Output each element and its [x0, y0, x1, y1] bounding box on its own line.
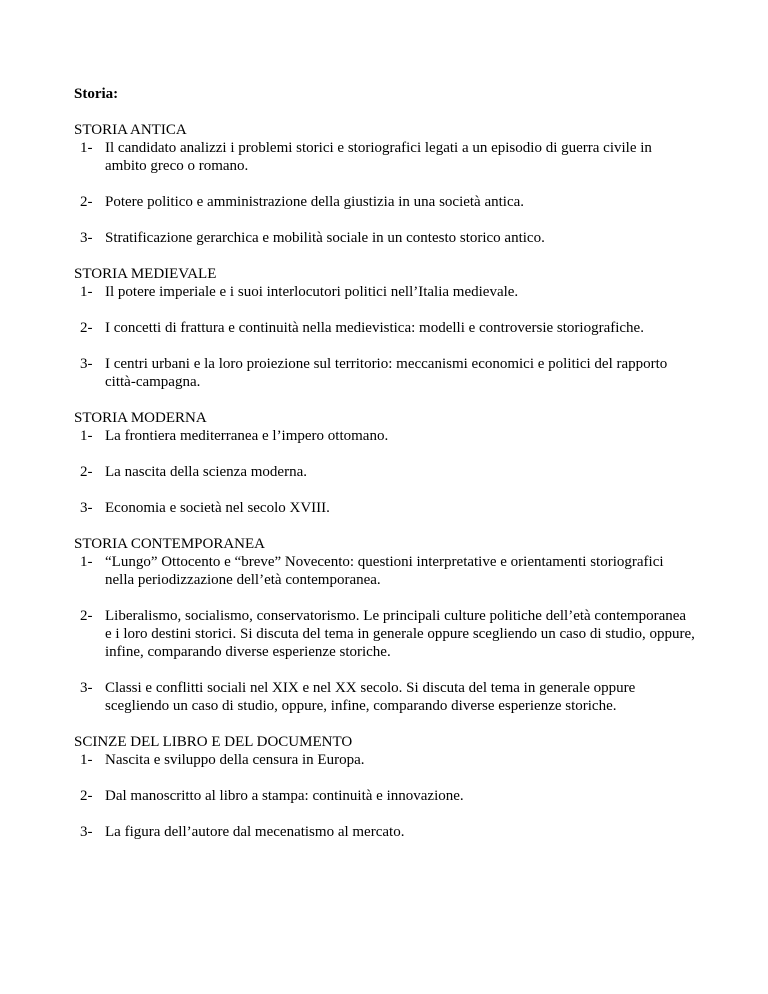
topic-list — [74, 139, 694, 247]
topic-item — [74, 607, 695, 661]
topic-item — [74, 319, 695, 337]
topic-number: 1- — [80, 284, 93, 300]
topic-list — [74, 751, 694, 841]
topic-list — [74, 283, 694, 391]
topic-text: Classi e conflitti sociali nel XIX e nel XX secolo. Si discuta del tema in generale oppure scegliendo un caso di studio, oppure, infine, comparando diverse esperienze storiche. — [105, 680, 636, 714]
topic-item — [74, 787, 695, 805]
topic-list — [74, 427, 694, 517]
topic-text: Il candidato analizzi i problemi storici e storiografici legati a un episodio di guerra civile in ambito greco o romano. — [105, 140, 652, 174]
topic-number: 3- — [80, 680, 93, 696]
topic-item — [74, 553, 695, 589]
topic-item — [74, 679, 695, 715]
topic-text: Il potere imperiale e i suoi interlocutori politici nell’Italia medievale. — [105, 284, 519, 300]
topic-text: I concetti di frattura e continuità nella medievistica: modelli e controversie storiografiche. — [105, 320, 644, 336]
topic-text: La frontiera mediterranea e l’impero ottomano. — [105, 428, 389, 444]
topic-text: Stratificazione gerarchica e mobilità sociale in un contesto storico antico. — [105, 230, 545, 246]
section-heading: SCINZE DEL LIBRO E DEL DOCUMENTO — [74, 734, 353, 750]
topic-number: 3- — [80, 500, 93, 516]
document-title: Storia: — [74, 86, 119, 102]
section-storia-contemporanea — [74, 535, 694, 715]
topic-number: 2- — [80, 608, 93, 624]
topic-item — [74, 193, 695, 211]
topic-number: 2- — [80, 464, 93, 480]
section-storia-moderna — [74, 409, 694, 517]
topic-text: Dal manoscritto al libro a stampa: continuità e innovazione. — [105, 788, 464, 804]
topic-number: 2- — [80, 320, 93, 336]
topic-item — [74, 139, 695, 175]
topic-number: 2- — [80, 788, 93, 804]
topic-text: I centri urbani e la loro proiezione sul territorio: meccanismi economici e politici del rapporto città-campagna. — [105, 356, 668, 390]
topic-text: Nascita e sviluppo della censura in Europa. — [105, 752, 365, 768]
topic-item — [74, 283, 695, 301]
section-scienze-del-libro — [74, 733, 694, 841]
section-heading: STORIA MEDIEVALE — [74, 266, 217, 282]
section-heading: STORIA MODERNA — [74, 410, 207, 426]
topic-text: La nascita della scienza moderna. — [105, 464, 307, 480]
document-page — [74, 85, 694, 859]
topic-text: Potere politico e amministrazione della giustizia in una società antica. — [105, 194, 525, 210]
topic-text: Economia e società nel secolo XVIII. — [105, 500, 330, 516]
topic-number: 2- — [80, 194, 93, 210]
topic-number: 3- — [80, 230, 93, 246]
topic-text: “Lungo” Ottocento e “breve” Novecento: questioni interpretative e orientamenti storiografici nella periodizzazione dell’età contemporanea. — [105, 554, 664, 588]
topic-item — [74, 823, 695, 841]
topic-item — [74, 499, 695, 517]
topic-item — [74, 355, 695, 391]
section-heading: STORIA CONTEMPORANEA — [74, 536, 265, 552]
topic-number: 1- — [80, 428, 93, 444]
topic-text: Liberalismo, socialismo, conservatorismo. Le principali culture politiche dell’età contemporanea e i loro destini storici. Si discuta del tema in generale oppure scegliendo un caso di studio, oppure, infine, comparando diverse esperienze storiche. — [105, 608, 695, 660]
topic-number: 1- — [80, 554, 93, 570]
section-heading: STORIA ANTICA — [74, 122, 187, 138]
topic-item — [74, 229, 695, 247]
section-storia-medievale — [74, 265, 694, 391]
topic-item — [74, 751, 695, 769]
section-storia-antica — [74, 121, 694, 247]
topic-number: 3- — [80, 824, 93, 840]
topic-text: La figura dell’autore dal mecenatismo al mercato. — [105, 824, 405, 840]
topic-item — [74, 427, 695, 445]
topic-number: 1- — [80, 752, 93, 768]
topic-number: 3- — [80, 356, 93, 372]
topic-list — [74, 553, 694, 715]
topic-number: 1- — [80, 140, 93, 156]
topic-item — [74, 463, 695, 481]
